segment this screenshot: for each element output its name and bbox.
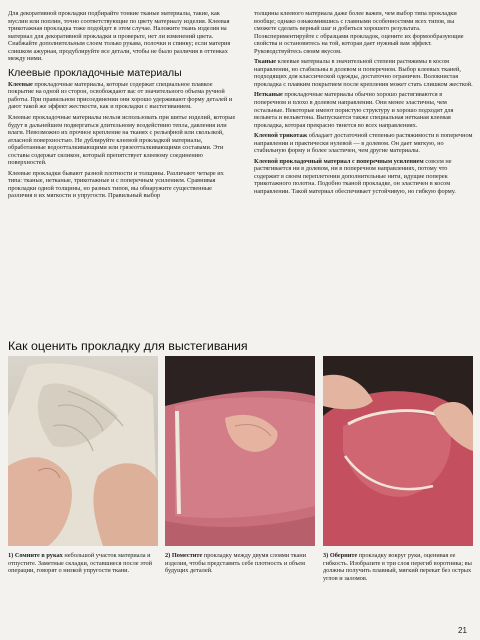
- term: Тканые: [254, 58, 277, 66]
- wrapped-fabric-photo: [323, 356, 473, 546]
- caption-text: небольшой участок материала и отпустите. Заметные складки, оставшиеся после этой операции, говорят о низкой упругости ткани.: [8, 552, 152, 575]
- section-title: Как оценить прокладку для выстегивания: [8, 339, 248, 353]
- paragraph: [254, 158, 474, 196]
- term: Клеевой прокладочный материал с поперечным усилением: [254, 157, 424, 165]
- term: Клеевые: [8, 80, 33, 88]
- section-heading: Клеевые прокладочные материалы: [8, 66, 182, 79]
- layered-fabric-photo: [165, 356, 315, 546]
- paragraph: [8, 81, 236, 111]
- paragraph: [254, 132, 474, 155]
- caption-3: [323, 552, 473, 582]
- caption-2: [165, 552, 315, 575]
- paragraph: Клеевые прокладки бывают разной плотности и толщины. Различают четыре их типа: тканые, нетканые, трикотажные и с поперечным усилением. Сравнивая прокладки одной толщины, но разных типов, вы обнаружите существенные различия в их мягкости и упругости. Правильный выбор: [8, 169, 224, 200]
- right-column: [254, 10, 474, 199]
- caption-text: прокладку вокруг руки, оценивая ее гибкость. Изобразите в три слоя перегиб воротника; вы должны получить плавный, мягкий перекат без острых углов и заломов.: [323, 552, 472, 582]
- caption-number: 1): [8, 552, 14, 559]
- paragraph: толщины клеевого материала даже более важен, чем выбор типа прокладки вообще; однако ознакомившись с главными особенностями всех типов, вы сможете сделать верный шаг и добиться хорошего результата. Поэкспериментируйте с образцами прокладок, оцените их формообразующие свойства и остановитесь на той, которая дает нужный вам эффект. Руководствуйтесь своим вкусом.: [254, 10, 464, 55]
- paragraph-text: клеевые материалы в значительной степени растяжимы в косом направлении, но стабильны в долевом и поперечном. Выбор клеевых тканей, подходящих для классической одежды, достаточно ограничен. Волокнистая прокладка с плавким покрытием после крепления может стать слишком жесткой.: [254, 58, 473, 88]
- paragraph-text: прокладочные материалы обычно хорошо растягиваются в поперечном и плохо в долевом направлении. Они менее эластичны, чем остальные. Некоторые имеют пористую структуру и хорошо подходят для вельвета и вельветона. Выпускается также специальная нетканая клеевая прокладка, которая прекрасно тянется во всех направлениях.: [254, 91, 454, 129]
- caption-text: прокладку между двумя слоями ткани изделия, чтобы представить себе плотность и объем будущих деталей.: [165, 552, 307, 575]
- crumpled-interfacing-photo: [8, 356, 158, 546]
- caption-bold: Сомните в руках: [14, 552, 63, 559]
- page-number: 21: [458, 626, 467, 635]
- caption-number: 3): [323, 552, 329, 559]
- term: Нетканые: [254, 91, 283, 99]
- caption-number: 2): [165, 552, 171, 559]
- caption-1: [8, 552, 158, 575]
- term: Клеевой трикотаж: [254, 132, 308, 140]
- paragraph: [254, 58, 474, 88]
- left-column: [8, 10, 236, 203]
- paragraph-text: совсем не растягивается ни в долевом, ни в поперечном направлениях, потому что содержит в своем переплетении дополнительные нити, идущие поперек трикотажного полотна. Подобно тканой прокладке, он эластичен в косом направлении. Такой материал обеспечивает устойчивую, но гибкую форму.: [254, 157, 456, 196]
- paragraph-text: обладает достаточной степенью растяжимости в поперечном направлении и практически нулевой — в долевом. Он дает мягкую, но стабильную форму и более эластичен, чем другие материалы.: [254, 132, 473, 155]
- caption-bold: Оберните: [329, 552, 358, 559]
- paragraph-text: прокладочные материалы, которые содержат специальное плавкое покрытие на одной из сторон, освобождают вас от значительного объема ручной работы. При правильном присоединении они хорошо удерживают форму деталей и дают такой же эффект жесткости, как и прокладки с выстегиванием.: [8, 80, 233, 111]
- paragraph: Клеевые прокладочные материалы нельзя использовать при шитье изделий, которые будут в дальнейшем подвергаться длительному воздействию тепла, давления или влаги. Невозможно их прочное крепление на тканях с рельефной или скользкой, атласной поверхностью. Не дублируйте клеевой прокладкой материалы, обработанные водоотталкивающими или грязеотталкивающими составами. Эти составы содержат силикон, который препятствует клеевому соединению поверхностей.: [8, 114, 236, 167]
- caption-bold: Поместите: [171, 552, 203, 559]
- paragraph: Для декоративной прокладки подбирайте тонкие тканые материалы, такие, как муслин или поплин, точно соответствующие по цвету материалу изделия. Клеевая трикотажная прокладка тоже подойдет в этом случае. Наложите ткань изделия на материал для декоративной прокладки и проверьте, нет ли изменений цвета. Снабжайте дополнительным слоем только рукава, полочки и спинку; если материя слишком ажурная, продублируйте все детали, чтобы не было различия в оттенках между ними.: [8, 10, 231, 63]
- paragraph: [254, 91, 474, 129]
